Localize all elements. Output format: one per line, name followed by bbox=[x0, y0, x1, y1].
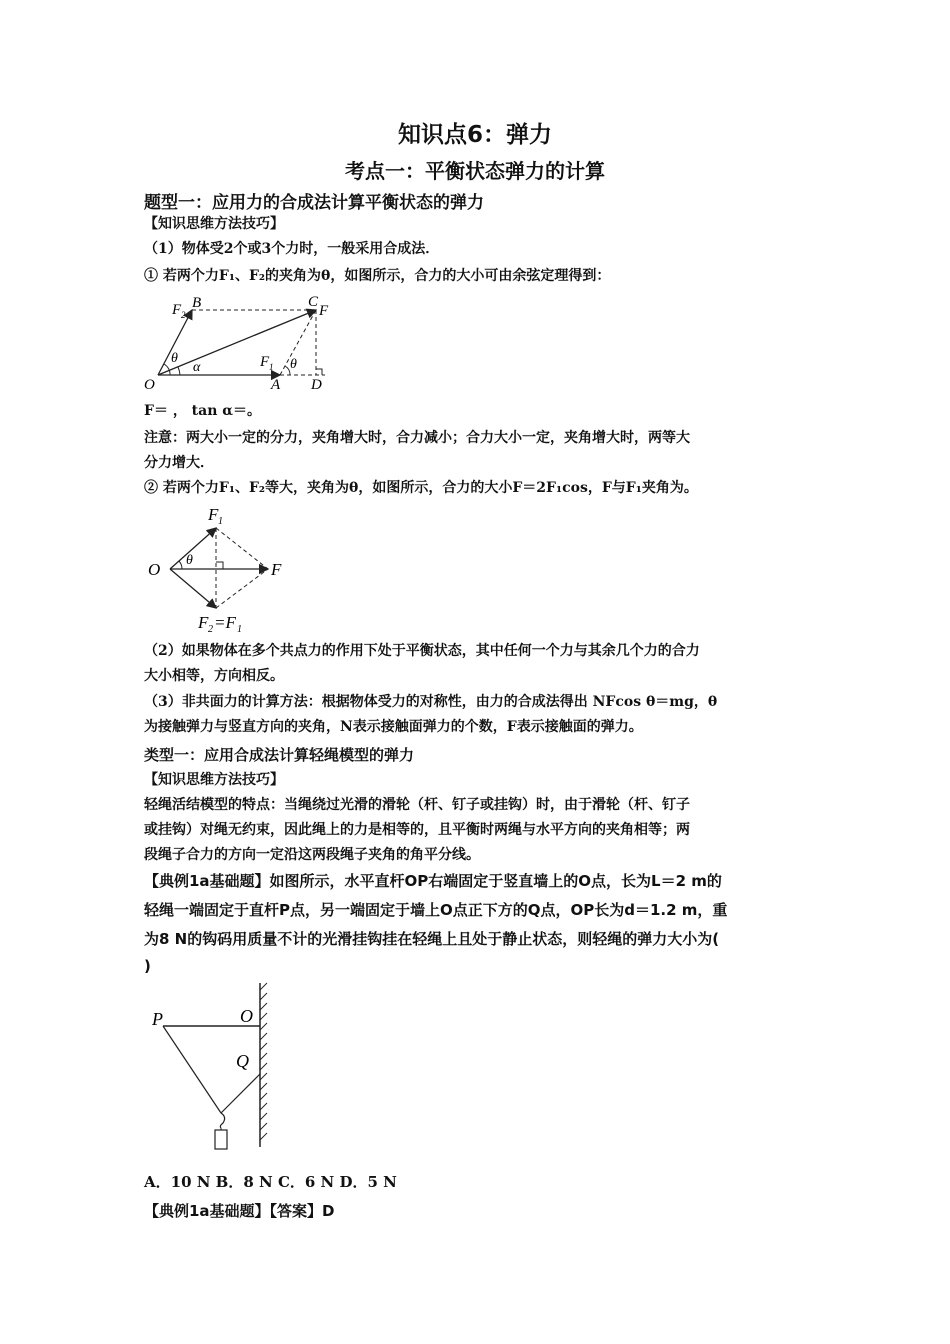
rhombus-diagram bbox=[140, 500, 310, 640]
label-alpha: α bbox=[193, 360, 201, 375]
example-line: 轻绳一端固定于直杆P点，另一端固定于墙上O点正下方的Q点，OP长为d＝1.2 m，重 bbox=[144, 901, 728, 919]
label-theta: θ bbox=[186, 553, 193, 568]
label-a: A bbox=[271, 377, 281, 393]
page-title: 知识点6：弹力 bbox=[397, 122, 552, 148]
hook bbox=[220, 1113, 224, 1128]
note-line: 注意：两大小一定的分力，夹角增大时，合力减小；合力大小一定，夹角增大时，两等大 bbox=[144, 430, 690, 446]
label-theta: θ bbox=[171, 351, 178, 366]
text-line: 为接触弹力与竖直方向的夹角，N表示接触面弹力的个数，F表示接触面的弹力。 bbox=[144, 719, 643, 735]
label-f1-sub: 1 bbox=[269, 362, 274, 372]
label-f1-sub: 1 bbox=[237, 624, 242, 635]
label-f1: F bbox=[260, 354, 270, 370]
label-o: O bbox=[240, 1006, 253, 1026]
section-subtitle: 考点一：平衡状态弹力的计算 bbox=[345, 159, 605, 183]
label-f: F bbox=[319, 303, 329, 319]
answer-line: 【典例1a基础题】【答案】D bbox=[144, 1202, 335, 1220]
answer-options: A．10 N B．8 N C．6 N D．5 N bbox=[144, 1173, 397, 1191]
dashed-line bbox=[280, 310, 316, 375]
wall-hatching bbox=[260, 983, 267, 1140]
label-d: D bbox=[311, 377, 322, 393]
section2-heading: 类型一：应用合成法计算轻绳模型的弹力 bbox=[144, 746, 415, 764]
label-q: Q bbox=[236, 1051, 249, 1071]
angle-arc bbox=[179, 561, 182, 569]
example-line: 为8 N的钩码用质量不计的光滑挂钩挂在轻绳上且处于静止状态，则轻绳的弹力大小为( bbox=[144, 930, 720, 948]
text-line: ① 若两个力F₁、F₂的夹角为θ，如图所示，合力的大小可由余弦定理得到： bbox=[144, 268, 611, 284]
parallelogram-diagram bbox=[140, 288, 340, 398]
text-line: （2）如果物体在多个共点力的作用下处于平衡状态，其中任何一个力与其余几个力的合力 bbox=[144, 643, 700, 659]
label-f2-sub: 2 bbox=[208, 624, 213, 635]
note-line: 分力增大． bbox=[144, 455, 214, 471]
angle-arc bbox=[164, 364, 170, 375]
f2-vector bbox=[170, 569, 216, 608]
label-p: P bbox=[152, 1009, 163, 1029]
text-line: 大小相等，方向相反。 bbox=[144, 668, 284, 684]
method-tag: 【知识思维方法技巧】 bbox=[144, 216, 284, 232]
dashed-line bbox=[216, 569, 268, 608]
text-line: （1）物体受2个或3个力时，一般采用合成法． bbox=[144, 241, 440, 257]
label-theta: θ bbox=[290, 357, 297, 372]
label-f: F bbox=[271, 560, 282, 579]
label-b: B bbox=[192, 295, 202, 311]
text-line: 或挂钩）对绳无约束，因此绳上的力是相等的，且平衡时两绳与水平方向的夹角相等；两 bbox=[144, 822, 690, 838]
text-line: 段绳子合力的方向一定沿这两段绳子夹角的角平分线。 bbox=[144, 847, 480, 863]
label-f2: F bbox=[198, 613, 209, 632]
rope-segment bbox=[163, 1026, 221, 1113]
formula-line: F＝ ， tan α＝。 bbox=[144, 403, 262, 419]
section1-heading: 题型一：应用力的合成法计算平衡状态的弹力 bbox=[144, 193, 484, 213]
text-line: 轻绳活结模型的特点：当绳绕过光滑的滑轮（杆、钉子或挂钩）时，由于滑轮（杆、钉子 bbox=[144, 797, 690, 813]
text-line: ② 若两个力F₁、F₂等大，夹角为θ，如图所示，合力的大小F＝2F₁cos，F与F₁夹角为。 bbox=[144, 480, 698, 496]
rope-segment bbox=[221, 1074, 260, 1113]
label-f1: F bbox=[208, 505, 219, 524]
label-o: O bbox=[148, 560, 161, 579]
right-angle-mark bbox=[316, 369, 322, 375]
rope-hook-diagram bbox=[145, 980, 285, 1155]
label-f2-sub: 2 bbox=[181, 310, 186, 320]
weight-block bbox=[215, 1130, 227, 1149]
label-o: O bbox=[144, 377, 155, 393]
example-line: ) bbox=[144, 957, 151, 975]
dashed-line bbox=[216, 528, 268, 569]
example-line: 【典例1a基础题】如图所示，水平直杆OP右端固定于竖直墙上的O点，长为L＝2 m的 bbox=[144, 872, 722, 890]
label-c: C bbox=[308, 294, 319, 310]
angle-arc bbox=[178, 367, 180, 375]
label-f2: F bbox=[172, 302, 182, 318]
text-line: （3）非共面力的计算方法：根据物体受力的对称性，由力的合成法得出 NFcos θ＝mg，θ bbox=[144, 694, 718, 710]
f1-vector bbox=[170, 528, 216, 569]
label-f1-sub: 1 bbox=[218, 516, 223, 527]
right-angle-mark bbox=[216, 562, 223, 569]
method-tag: 【知识思维方法技巧】 bbox=[144, 772, 284, 788]
label-equals-f1: =F bbox=[214, 613, 236, 632]
